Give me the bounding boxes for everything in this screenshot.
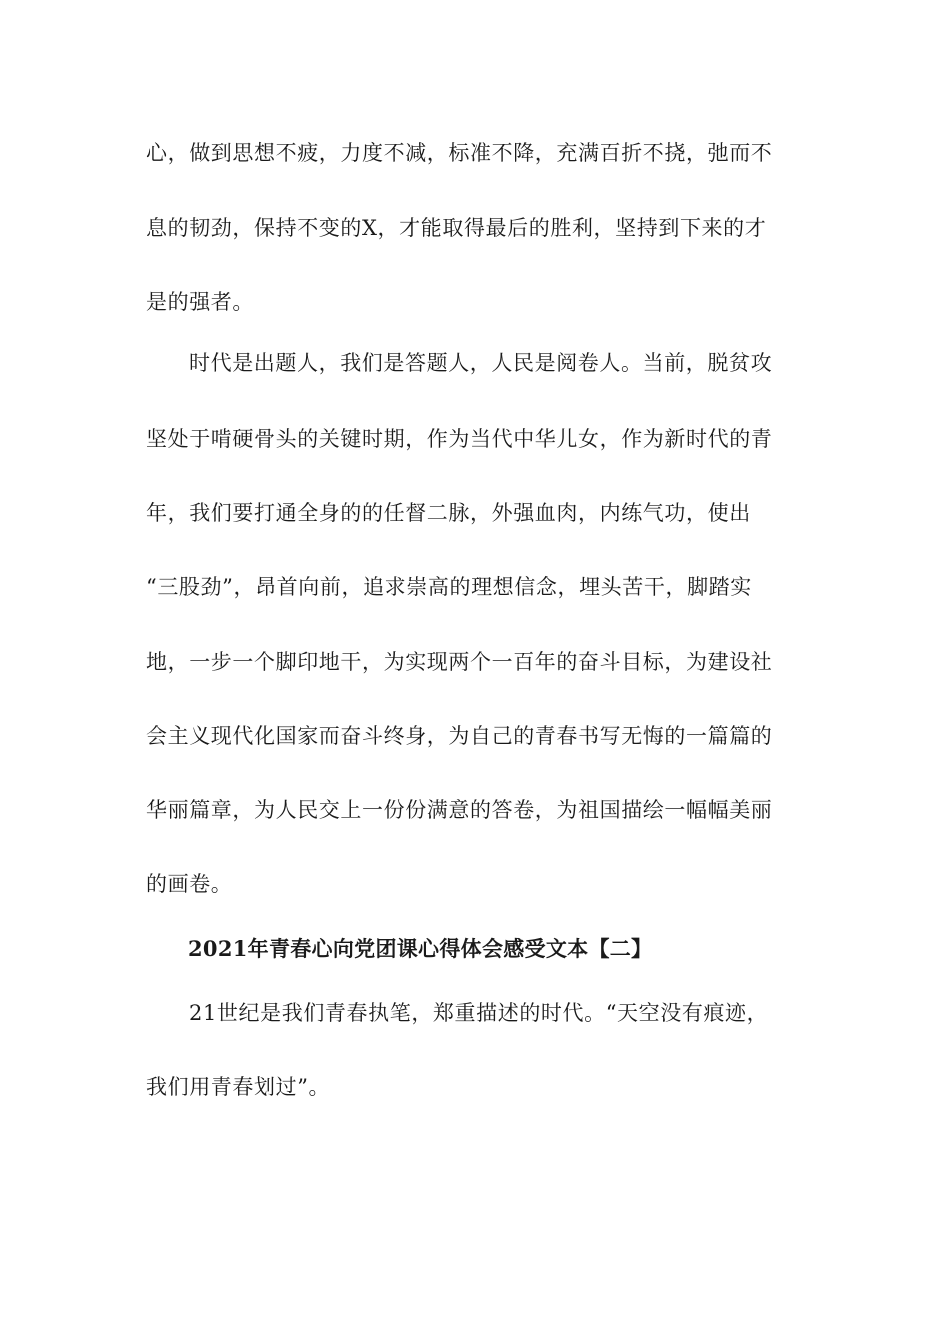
paragraph-2-line-5: 地，一步一个脚印地干，为实现两个一百年的奋斗目标，为建设社 [146,650,773,674]
paragraph-1-line-3: 是的强者。 [146,290,254,314]
paragraph-3-line-2: 我们用青春划过”。 [146,1075,331,1099]
paragraph-2-line-2: 坚处于啃硬骨头的关键时期，作为当代中华儿女，作为新时代的青 [146,427,773,451]
section-heading: 2021年青春心向党团课心得体会感受文本【二】 [188,936,653,961]
paragraph-2-line-7: 华丽篇章，为人民交上一份份满意的答卷，为祖国描绘一幅幅美丽 [146,798,773,822]
paragraph-2-line-3: 年，我们要打通全身的的任督二脉，外强血肉，内练气功，使出 [146,501,751,525]
paragraph-2-line-6: 会主义现代化国家而奋斗终身，为自己的青春书写无悔的一篇篇的 [146,724,773,748]
paragraph-3-line-1: 21世纪是我们青春执笔，郑重描述的时代。“天空没有痕迹， [189,1001,769,1025]
paragraph-1-line-1: 心，做到思想不疲，力度不减，标准不降，充满百折不挠，弛而不 [146,141,773,165]
paragraph-2-line-4: “三股劲”，昂首向前，追求崇高的理想信念，埋头苦干，脚踏实 [146,575,752,599]
paragraph-2-line-1: 时代是出题人，我们是答题人，人民是阅卷人。当前，脱贫攻 [189,351,773,375]
paragraph-1-line-2: 息的韧劲，保持不变的X，才能取得最后的胜利，坚持到下来的才 [146,216,767,240]
paragraph-2-line-8: 的画卷。 [146,872,233,896]
